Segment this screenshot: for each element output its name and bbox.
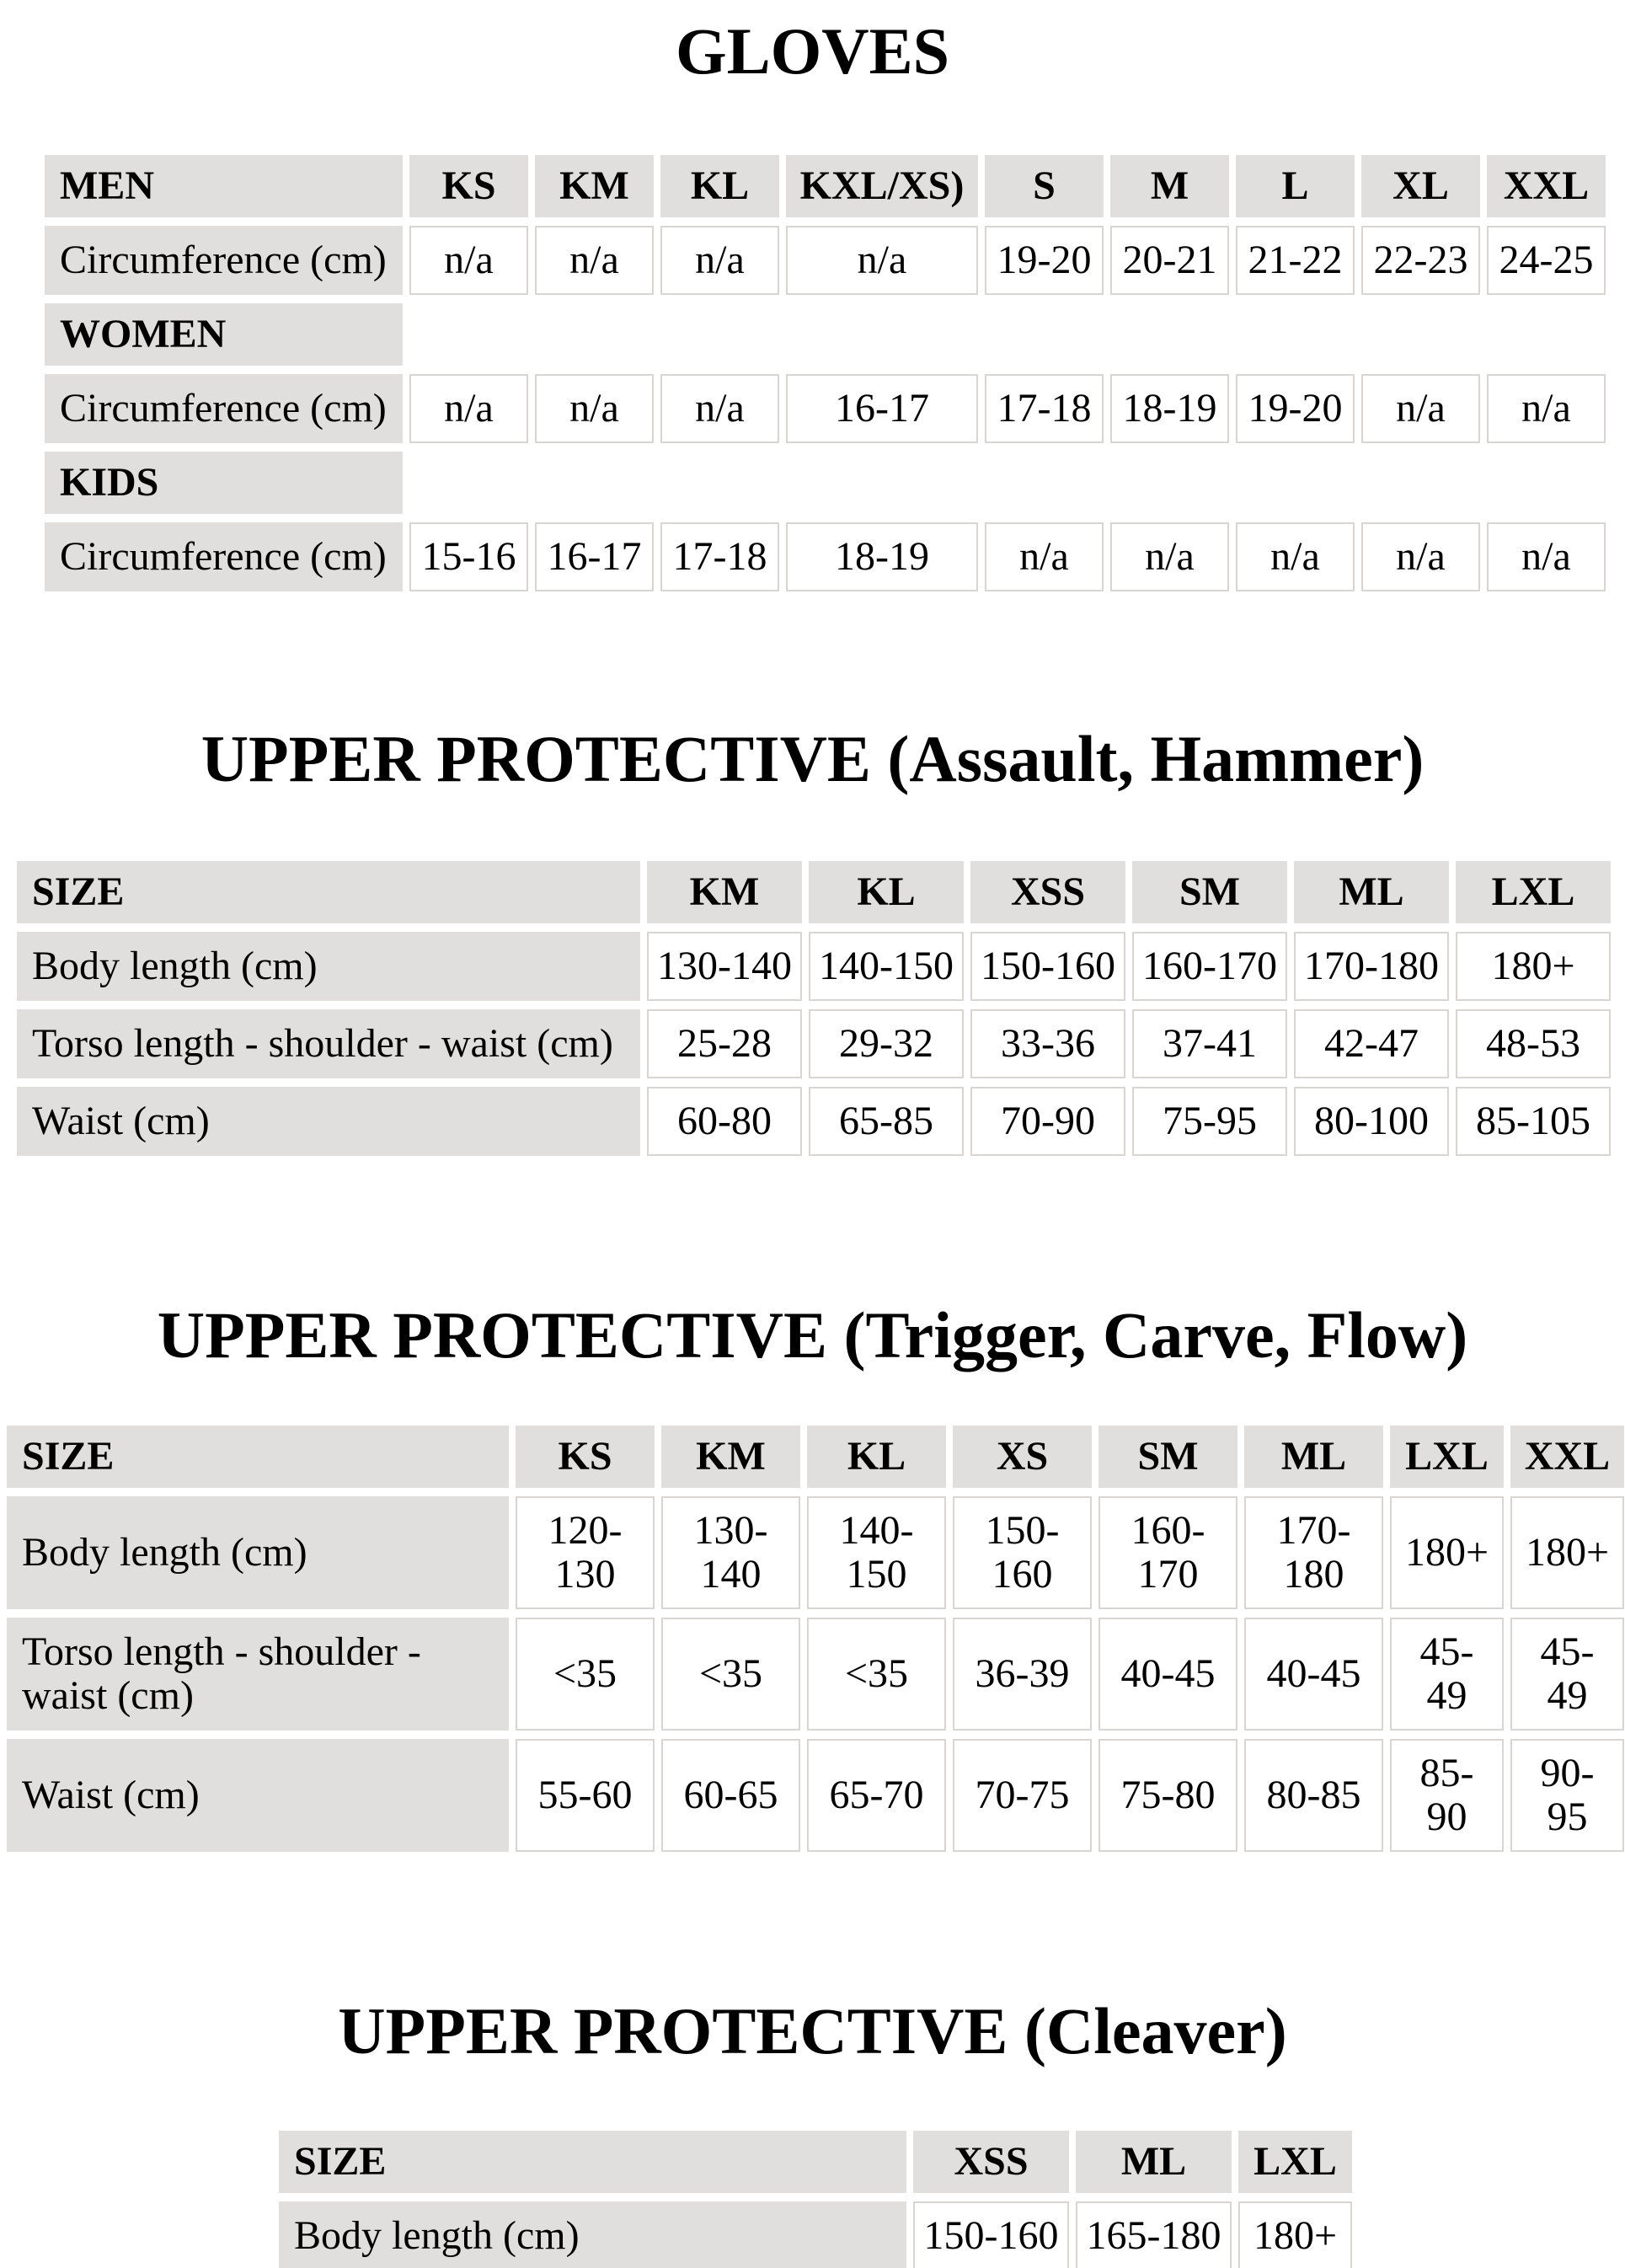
size-header-xss: XSS <box>970 861 1125 923</box>
value-cell: 17-18 <box>985 374 1104 443</box>
value-cell: 42-47 <box>1294 1009 1449 1078</box>
row-label-torso-length: Torso length - shoulder - waist (cm) <box>7 1618 509 1730</box>
section-upper-protective-trigger-carve-flow <box>0 1298 1625 1860</box>
size-header-xxl: XXL <box>1487 155 1606 217</box>
value-cell: 45-49 <box>1510 1618 1624 1730</box>
cleaver-title: UPPER PROTECTIVE (Cleaver) <box>338 1994 1287 2067</box>
size-header-lxl: LXL <box>1238 2131 1352 2193</box>
section-upper-protective-assault-hammer <box>0 722 1625 1164</box>
gloves-men-values-row <box>45 226 1606 295</box>
value-cell: n/a <box>660 226 779 295</box>
trigger-carve-flow-header-row <box>7 1426 1624 1488</box>
trigger-carve-flow-waist-row <box>7 1739 1624 1852</box>
size-header-m: M <box>1110 155 1229 217</box>
value-cell: 150-160 <box>953 1496 1092 1609</box>
value-cell: 48-53 <box>1456 1009 1611 1078</box>
size-header-l: L <box>1236 155 1355 217</box>
value-cell: n/a <box>660 374 779 443</box>
value-cell: 75-80 <box>1098 1739 1237 1852</box>
value-cell: 150-160 <box>970 932 1125 1001</box>
value-cell: 85-90 <box>1390 1739 1504 1852</box>
assault-hammer-torso-length-row <box>17 1009 1611 1078</box>
row-label-body-length: Body length (cm) <box>7 1496 509 1609</box>
size-header-xxl: XXL <box>1510 1426 1624 1488</box>
section-upper-protective-cleaver <box>0 1994 1625 2268</box>
value-cell: 21-22 <box>1236 226 1355 295</box>
value-cell: 90-95 <box>1510 1739 1624 1852</box>
row-label-circumference: Circumference (cm) <box>45 374 403 443</box>
value-cell: n/a <box>786 226 978 295</box>
value-cell: 16-17 <box>535 522 654 591</box>
size-header-xss: XSS <box>913 2131 1069 2193</box>
value-cell: n/a <box>409 374 528 443</box>
trigger-carve-flow-title: UPPER PROTECTIVE (Trigger, Carve, Flow) <box>157 1298 1468 1372</box>
gloves-size-table <box>38 147 1612 600</box>
size-header-km: KM <box>661 1426 800 1488</box>
size-chart-page <box>0 14 1625 2268</box>
size-header-sm: SM <box>1132 861 1287 923</box>
value-cell: 85-105 <box>1456 1087 1611 1156</box>
group-header-men: MEN <box>45 155 403 217</box>
size-label-cell: SIZE <box>17 861 640 923</box>
row-label-circumference: Circumference (cm) <box>45 226 403 295</box>
value-cell: <35 <box>807 1618 946 1730</box>
value-cell: n/a <box>1361 522 1480 591</box>
assault-hammer-body-length-row <box>17 932 1611 1001</box>
cleaver-size-table <box>272 2122 1359 2268</box>
value-cell: 60-80 <box>647 1087 802 1156</box>
gloves-kids-header-row <box>45 452 1606 514</box>
value-cell: 19-20 <box>985 226 1104 295</box>
value-cell: n/a <box>535 374 654 443</box>
value-cell: n/a <box>1487 522 1606 591</box>
gloves-women-values-row <box>45 374 1606 443</box>
value-cell: 15-16 <box>409 522 528 591</box>
size-header-lxl: LXL <box>1456 861 1611 923</box>
size-header-sm: SM <box>1098 1426 1237 1488</box>
value-cell: 130-140 <box>661 1496 800 1609</box>
value-cell: 75-95 <box>1132 1087 1287 1156</box>
value-cell: 18-19 <box>1110 374 1229 443</box>
gloves-men-header-row <box>45 155 1606 217</box>
row-label-circumference: Circumference (cm) <box>45 522 403 591</box>
value-cell: n/a <box>1110 522 1229 591</box>
value-cell: n/a <box>1487 374 1606 443</box>
row-label-body-length: Body length (cm) <box>279 2201 906 2268</box>
size-header-ks: KS <box>516 1426 655 1488</box>
gloves-title: GLOVES <box>675 14 950 88</box>
row-label-body-length: Body length (cm) <box>17 932 640 1001</box>
trigger-carve-flow-torso-length-row <box>7 1618 1624 1730</box>
size-header-kxl-xs: KXL/XS) <box>786 155 978 217</box>
value-cell: 20-21 <box>1110 226 1229 295</box>
value-cell: 65-85 <box>809 1087 964 1156</box>
value-cell: 160-170 <box>1132 932 1287 1001</box>
value-cell: 140-150 <box>807 1496 946 1609</box>
size-label-cell: SIZE <box>7 1426 509 1488</box>
value-cell: 170-180 <box>1244 1496 1383 1609</box>
size-header-xs: XS <box>953 1426 1092 1488</box>
value-cell: 165-180 <box>1076 2201 1232 2268</box>
value-cell: 36-39 <box>953 1618 1092 1730</box>
value-cell: n/a <box>1361 374 1480 443</box>
value-cell: 45-49 <box>1390 1618 1504 1730</box>
gloves-women-header-row <box>45 303 1606 366</box>
value-cell: 180+ <box>1510 1496 1624 1609</box>
value-cell: 19-20 <box>1236 374 1355 443</box>
value-cell: 80-85 <box>1244 1739 1383 1852</box>
size-header-kl: KL <box>660 155 779 217</box>
value-cell: 70-75 <box>953 1739 1092 1852</box>
value-cell: n/a <box>1236 522 1355 591</box>
size-header-ml: ML <box>1244 1426 1383 1488</box>
value-cell: 180+ <box>1390 1496 1504 1609</box>
value-cell: n/a <box>985 522 1104 591</box>
value-cell: 150-160 <box>913 2201 1069 2268</box>
value-cell: 16-17 <box>786 374 978 443</box>
gloves-kids-values-row <box>45 522 1606 591</box>
value-cell: n/a <box>409 226 528 295</box>
value-cell: 65-70 <box>807 1739 946 1852</box>
value-cell: 120-130 <box>516 1496 655 1609</box>
value-cell: 60-65 <box>661 1739 800 1852</box>
group-header-kids: KIDS <box>45 452 403 514</box>
size-header-km: KM <box>647 861 802 923</box>
value-cell: 80-100 <box>1294 1087 1449 1156</box>
row-label-waist: Waist (cm) <box>7 1739 509 1852</box>
assault-hammer-header-row <box>17 861 1611 923</box>
size-header-xl: XL <box>1361 155 1480 217</box>
value-cell: 180+ <box>1456 932 1611 1001</box>
value-cell: 130-140 <box>647 932 802 1001</box>
row-label-waist: Waist (cm) <box>17 1087 640 1156</box>
value-cell: 40-45 <box>1244 1618 1383 1730</box>
size-header-kl: KL <box>809 861 964 923</box>
cleaver-body-length-row <box>279 2201 1352 2268</box>
row-label-torso-length: Torso length - shoulder - waist (cm) <box>17 1009 640 1078</box>
size-header-ks: KS <box>409 155 528 217</box>
size-header-s: S <box>985 155 1104 217</box>
value-cell: n/a <box>535 226 654 295</box>
section-gloves <box>0 14 1625 600</box>
assault-hammer-waist-row <box>17 1087 1611 1156</box>
value-cell: 40-45 <box>1098 1618 1237 1730</box>
value-cell: 55-60 <box>516 1739 655 1852</box>
cleaver-header-row <box>279 2131 1352 2193</box>
size-header-ml: ML <box>1294 861 1449 923</box>
size-header-ml: ML <box>1076 2131 1232 2193</box>
size-header-kl: KL <box>807 1426 946 1488</box>
value-cell: 24-25 <box>1487 226 1606 295</box>
value-cell: 25-28 <box>647 1009 802 1078</box>
value-cell: 29-32 <box>809 1009 964 1078</box>
value-cell: 70-90 <box>970 1087 1125 1156</box>
size-label-cell: SIZE <box>279 2131 906 2193</box>
value-cell: 160-170 <box>1098 1496 1237 1609</box>
trigger-carve-flow-body-length-row <box>7 1496 1624 1609</box>
value-cell: 170-180 <box>1294 932 1449 1001</box>
value-cell: 18-19 <box>786 522 978 591</box>
value-cell: 180+ <box>1238 2201 1352 2268</box>
size-header-km: KM <box>535 155 654 217</box>
value-cell: <35 <box>516 1618 655 1730</box>
value-cell: 140-150 <box>809 932 964 1001</box>
value-cell: 33-36 <box>970 1009 1125 1078</box>
group-header-women: WOMEN <box>45 303 403 366</box>
value-cell: 17-18 <box>660 522 779 591</box>
assault-hammer-title: UPPER PROTECTIVE (Assault, Hammer) <box>200 722 1425 795</box>
trigger-carve-flow-size-table <box>0 1417 1625 1860</box>
value-cell: 22-23 <box>1361 226 1480 295</box>
value-cell: 37-41 <box>1132 1009 1287 1078</box>
size-header-lxl: LXL <box>1390 1426 1504 1488</box>
assault-hammer-size-table <box>10 853 1617 1164</box>
value-cell: <35 <box>661 1618 800 1730</box>
